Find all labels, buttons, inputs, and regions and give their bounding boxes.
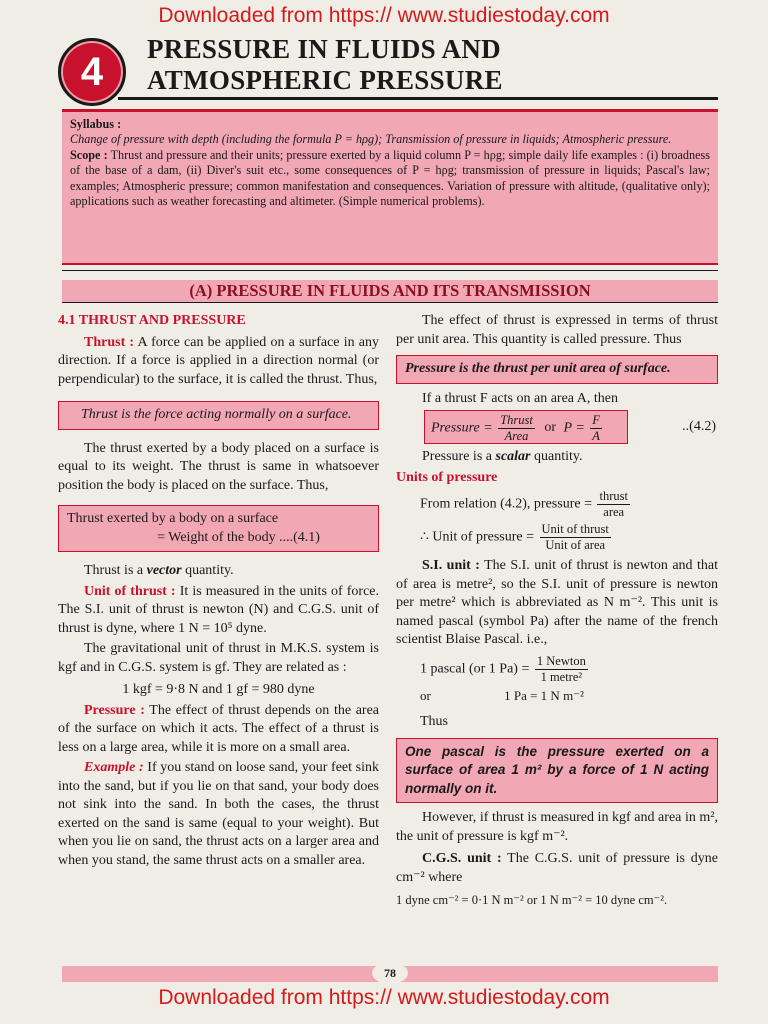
eq-f: F [592, 413, 600, 427]
title-rule [118, 97, 718, 100]
vector-pre: Thrust is a [84, 563, 147, 578]
heading-4-1: 4.1 THRUST AND PRESSURE [58, 313, 246, 328]
syllabus-heading: Syllabus : [70, 117, 122, 131]
syllabus-box [62, 109, 718, 265]
right-column [396, 312, 718, 910]
section-heading: (A) PRESSURE IN FLUIDS AND ITS TRANSMISSION [62, 280, 718, 302]
from-relation-text: From relation (4.2), pressure = [420, 496, 592, 512]
thrust-weight-line1: Thrust exerted by a body on a surface [67, 511, 279, 526]
kgf-unit-text: However, if thrust is measured in kgf and area in m², the unit of pressure is kgf m⁻². [396, 810, 718, 844]
thrust-weight-box [58, 505, 379, 552]
eq-a: A [592, 429, 600, 443]
vector-word: vector [146, 563, 182, 578]
thrust-weight-line2: = Weight of the body ....(4.1) [157, 529, 320, 545]
unit-thrust-text: It is measured in the units of force. The S.I. unit of thrust is newton (N) and C.G.S. unit of thrust is dyne, where 1 N = 10⁵ dyne. [58, 583, 379, 636]
scalar-pre: Pressure is a [422, 449, 496, 464]
frac-unit-area: Unit of area [545, 538, 606, 552]
thrust-text: A force can be applied on a surface in any direction. If a force is applied in a direction normal (or perpendicular) to the surface, it is called the thrust. Thus, [58, 334, 379, 387]
pressure-definition-box: Pressure is the thrust per unit area of surface. [396, 355, 718, 384]
thrust-area-text: If a thrust F acts on an area A, then [422, 390, 618, 406]
kgf-relation: 1 kgf = 9·8 N and 1 gf = 980 dyne [122, 682, 315, 697]
example-text: If you stand on loose sand, your feet sink into the sand, but if you lie on that sand, your body does not sink into the sand. In both the cases, the thrust exerted on the sand is same (equal to your weight). But when you lie on sand, the thrust acts on a larger area and when you stand, the same thrust acts on a smaller area. [58, 760, 379, 868]
eq-p: P = [563, 420, 585, 436]
si-unit-label: S.I. unit : [422, 558, 480, 573]
frac-area: area [603, 505, 625, 519]
equation-4-2 [396, 410, 718, 456]
pascal-definition-box: One pascal is the pressure exerted on a surface of area 1 m² by a force of 1 N acting normally on it. [396, 738, 718, 804]
thus-word: Thus [420, 714, 448, 729]
pascal-num: 1 Newton [536, 653, 586, 668]
unit-pressure-text: ∴ Unit of pressure = [420, 529, 535, 545]
syllabus-text: Change of pressure with depth (including the formula P = hρg); Transmission of pressure in liquids; Atmospheric pressure. [70, 132, 672, 147]
gravitational-unit-text: The gravitational unit of thrust in M.K.S. system is kgf and in C.G.S. system is gf. They are related as : [58, 641, 379, 675]
download-banner-bottom: Downloaded from https:// www.studiestoday.com [158, 986, 610, 1009]
scope-text: Thrust and pressure and their units; pressure exerted by a liquid column P = hρg; simple daily life examples : (i) broadness of the base of a dam, (ii) Diver's suit etc., some consequences of P = hρg; transmission of pressure in liquids; Pascal's law; examples; Atmospheric pressure; common manifestation and consequences. Variation of pressure with altitude, (qualitative only); applications such as weather forecasting and altimeter. (Simple numerical problems). [70, 147, 710, 209]
page-number: 78 [372, 962, 408, 984]
cgs-unit-label: C.G.S. unit : [422, 851, 502, 866]
scalar-word: scalar [495, 449, 531, 464]
or-word: or [420, 687, 431, 703]
vector-post: quantity. [181, 563, 234, 578]
pa-equation: 1 Pa = 1 N m⁻² [504, 687, 584, 703]
eq-number: ..(4.2) [682, 419, 716, 434]
example-label: Example : [84, 760, 144, 775]
frac-thrust: thrust [599, 489, 628, 503]
section-rule [62, 302, 718, 303]
scope-label: Scope : [70, 147, 108, 162]
thrust-definition-box: Thrust is the force acting normally on a surface. [58, 401, 379, 430]
unit-thrust-label: Unit of thrust : [84, 583, 176, 599]
cgs-unit-text: The C.G.S. unit of pressure is dyne cm⁻² where [396, 851, 718, 885]
si-unit-text: The S.I. unit of thrust is newton and that of area is metre², so the S.I. unit of pressure is newton per metre² which is abbreviated as N m⁻². This unit is named pascal (symbol Pa) after the name of the french scientist Blaise Pascal. i.e., [396, 558, 718, 647]
eq-pressure: Pressure = [431, 420, 493, 436]
download-banner-top: Downloaded from https:// www.studiestoday.com [158, 4, 610, 27]
pressure-intro: The effect of thrust is expressed in terms of thrust per unit area. This quantity is called pressure. Thus [396, 313, 718, 347]
units-heading: Units of pressure [396, 469, 498, 485]
frac-unit-thrust: Unit of thrust [541, 522, 609, 536]
chapter-title [147, 34, 503, 96]
pressure-text: The effect of thrust depends on the area of the surface on which it acts. The effect of a thrust is less on a large area, while it is more on a small area. [58, 702, 379, 755]
thrust-weight-text: The thrust exerted by a body placed on a surface is equal to its weight. The thrust is same in whatsoever position the body is placed on the surface. Thus, [58, 440, 379, 493]
pascal-den: 1 metre² [540, 669, 583, 684]
chapter-number-badge: 4 [58, 38, 126, 106]
page-number-bar [62, 966, 718, 982]
chapter-title-line1: PRESSURE IN FLUIDS AND [147, 34, 501, 64]
chapter-title-line2: ATMOSPHERIC PRESSURE [147, 65, 503, 95]
eq-area: Area [504, 429, 529, 443]
thrust-label: Thrust : [84, 334, 135, 350]
divider [62, 270, 718, 271]
eq-or: or [544, 420, 557, 436]
left-column [58, 312, 379, 870]
scalar-post: quantity. [530, 449, 583, 464]
pressure-formula-box [424, 410, 628, 444]
dyne-relation: 1 dyne cm⁻² = 0·1 N m⁻² or 1 N m⁻² = 10 dyne cm⁻². [396, 893, 668, 907]
pascal-lhs: 1 pascal (or 1 Pa) = [420, 660, 530, 676]
eq-thrust: Thrust [500, 413, 533, 427]
pressure-label: Pressure : [84, 702, 145, 718]
